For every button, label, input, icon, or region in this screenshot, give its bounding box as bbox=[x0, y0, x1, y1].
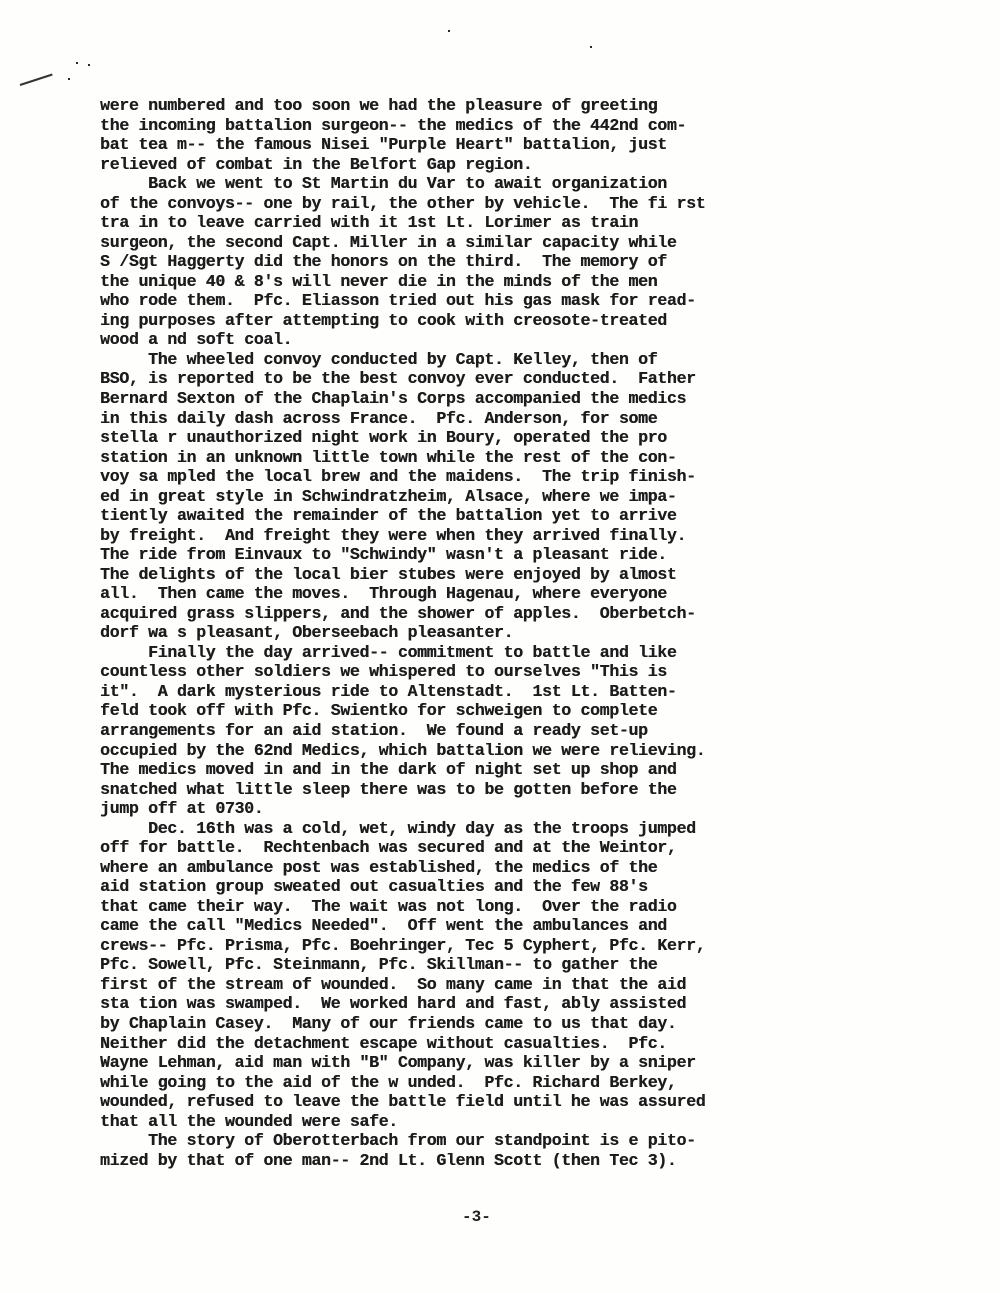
text-line: S /Sgt Haggerty did the honors on the third. The memory of bbox=[100, 252, 667, 272]
text-line: The wheeled convoy conducted by Capt. Kelley, then of bbox=[100, 349, 658, 369]
text-line: aid station group sweated out casualties and the few 88's bbox=[100, 877, 648, 897]
text-line: Neither did the detachment escape without casualties. Pfc. bbox=[100, 1033, 667, 1053]
text-line: off for battle. Rechtenbach was secured and at the Weintor, bbox=[100, 838, 677, 858]
text-line: that all the wounded were safe. bbox=[100, 1111, 398, 1131]
typewritten-body-text bbox=[100, 96, 840, 1170]
text-line: tiently awaited the remainder of the battalion yet to arrive bbox=[100, 506, 677, 526]
text-line: Dec. 16th was a cold, wet, windy day as the troops jumped bbox=[100, 818, 696, 838]
text-line: feld took off with Pfc. Swientko for schweigen to complete bbox=[100, 701, 658, 721]
text-line: The medics moved in and in the dark of night set up shop and bbox=[100, 760, 677, 780]
text-line: countless other soldiers we whispered to ourselves "This is bbox=[100, 662, 667, 682]
text-line: all. Then came the moves. Through Hagenau, where everyone bbox=[100, 584, 667, 604]
paper-speck bbox=[590, 46, 592, 48]
text-line: first of the stream of wounded. So many came in that the aid bbox=[100, 974, 687, 994]
text-line: Pfc. Sowell, Pfc. Steinmann, Pfc. Skillman-- to gather the bbox=[100, 955, 658, 975]
text-line: mized by that of one man-- 2nd Lt. Glenn Scott (then Tec 3). bbox=[100, 1150, 677, 1170]
text-line: ing purposes after attempting to cook with creosote-treated bbox=[100, 310, 667, 330]
text-line: wood a nd soft coal. bbox=[100, 330, 293, 350]
text-line: were numbered and too soon we had the pleasure of greeting bbox=[100, 96, 658, 115]
text-line: Bernard Sexton of the Chaplain's Corps accompanied the medics bbox=[100, 388, 687, 408]
text-line: tra in to leave carried with it 1st Lt. Lorimer as train bbox=[100, 213, 639, 233]
text-line: while going to the aid of the w unded. Pfc. Richard Berkey, bbox=[100, 1072, 677, 1092]
page-number: -3- bbox=[462, 1208, 491, 1226]
text-line: it". A dark mysterious ride to Altenstadt. 1st Lt. Batten- bbox=[100, 681, 677, 701]
text-line: The delights of the local bier stubes were enjoyed by almost bbox=[100, 564, 677, 584]
text-line: surgeon, the second Capt. Miller in a similar capacity while bbox=[100, 232, 677, 252]
text-line: station in an unknown little town while the rest of the con- bbox=[100, 447, 677, 467]
text-line: Wayne Lehman, aid man with "B" Company, was killer by a sniper bbox=[100, 1053, 696, 1073]
text-line: ed in great style in Schwindratzheim, Alsace, where we impa- bbox=[100, 486, 677, 506]
text-line: sta tion was swamped. We worked hard and fast, ably assisted bbox=[100, 994, 687, 1014]
text-line: jump off at 0730. bbox=[100, 799, 264, 819]
text-line: The ride from Einvaux to "Schwindy" wasn't a pleasant ride. bbox=[100, 545, 667, 565]
text-line: relieved of combat in the Belfort Gap region. bbox=[100, 154, 533, 174]
text-line: by Chaplain Casey. Many of our friends came to us that day. bbox=[100, 1013, 677, 1033]
margin-pen-mark bbox=[20, 74, 53, 86]
text-line: the unique 40 & 8's will never die in the minds of the men bbox=[100, 271, 658, 291]
text-line: who rode them. Pfc. Eliasson tried out his gas mask for read- bbox=[100, 291, 696, 311]
paper-speck bbox=[76, 62, 78, 64]
text-line: BSO, is reported to be the best convoy ever conducted. Father bbox=[100, 369, 696, 389]
text-line: occupied by the 62nd Medics, which battalion we were relieving. bbox=[100, 740, 706, 760]
text-line: of the convoys-- one by rail, the other by vehicle. The fi rst bbox=[100, 193, 706, 213]
text-line: by freight. And freight they were when they arrived finally. bbox=[100, 525, 687, 545]
text-line: voy sa mpled the local brew and the maidens. The trip finish- bbox=[100, 467, 696, 487]
text-line: in this daily dash across France. Pfc. Anderson, for some bbox=[100, 408, 658, 428]
paper-speck bbox=[88, 64, 90, 66]
text-line: acquired grass slippers, and the shower of apples. Oberbetch- bbox=[100, 603, 696, 623]
text-line: came the call "Medics Needed". Off went the ambulances and bbox=[100, 916, 667, 936]
text-line: crews-- Pfc. Prisma, Pfc. Boehringer, Tec 5 Cyphert, Pfc. Kerr, bbox=[100, 935, 706, 955]
text-line: Finally the day arrived-- commitment to battle and like bbox=[100, 642, 677, 662]
text-line: Back we went to St Martin du Var to await organization bbox=[100, 174, 667, 194]
text-line: bat tea m-- the famous Nisei "Purple Heart" battalion, just bbox=[100, 135, 667, 155]
text-line: stella r unauthorized night work in Boury, operated the pro bbox=[100, 428, 667, 448]
text-line: arrangements for an aid station. We found a ready set-up bbox=[100, 721, 648, 740]
text-line: the incoming battalion surgeon-- the medics of the 442nd com- bbox=[100, 115, 687, 135]
text-line: The story of Oberotterbach from our standpoint is e pito- bbox=[100, 1131, 696, 1151]
paper-speck bbox=[448, 30, 450, 32]
text-line: where an ambulance post was established, the medics of the bbox=[100, 857, 658, 877]
paper-speck bbox=[68, 78, 70, 80]
text-line: dorf wa s pleasant, Oberseebach pleasanter. bbox=[100, 623, 514, 643]
text-line: wounded, refused to leave the battle field until he was assured bbox=[100, 1092, 706, 1112]
text-line: snatched what little sleep there was to be gotten before the bbox=[100, 779, 677, 799]
text-line: that came their way. The wait was not long. Over the radio bbox=[100, 896, 677, 916]
